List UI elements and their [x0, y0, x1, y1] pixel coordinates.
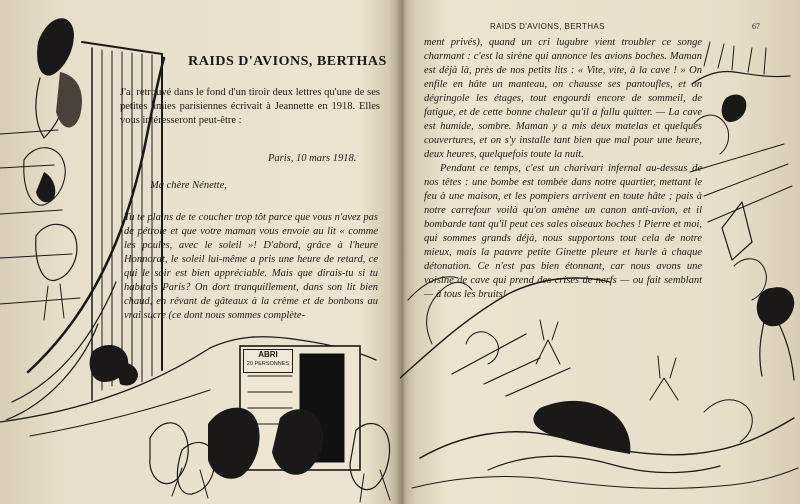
shelter-sign-line-2: 20 PERSONNES	[246, 361, 290, 367]
letter-salutation: Ma chère Nénette,	[150, 180, 227, 191]
shelter-sign-line-1: ABRI	[258, 350, 278, 359]
street-scene-illustration	[0, 320, 400, 504]
running-head: RAIDS D'AVIONS, BERTHAS	[490, 22, 605, 31]
letter-body-text: Tu te plains de te coucher trop tôt parce que vous n'avez pas de pétrole et que votre maman vous envoie au lit « comme les poules, avec le soleil »! D'abord, grâce à l'heure Honnorat, le soleil lui-même a pris une heure de retard, ce qui le soir est bien appréciable. Mais que dirais-tu si tu habitais Paris? On dort tranquillement, dans son lit bien chaud, en rêvant de gâteaux à la crème et de bonbons au vrai sucre (ce dont nous sommes complète-	[124, 212, 378, 321]
right-page	[400, 0, 800, 504]
page-number: 67	[752, 22, 760, 31]
right-page-text	[424, 36, 702, 302]
page-title: RAIDS D'AVIONS, BERTHAS	[188, 54, 387, 69]
intro-paragraph: J'ai retrouvé dans le fond d'un tiroir deux lettres qu'une de ses petites amies parisiennes écrivait à Jeannette en 1918. Elles vous intéresseront peut-être :	[120, 87, 380, 126]
letter-date: Paris, 10 mars 1918.	[268, 153, 357, 164]
shelter-sign	[243, 349, 293, 373]
right-paragraph-1: ment privés), quand un cri lugubre vient troubler ce songe charmant : c'est la sirène qui annonce les avions boches. Maman est déjà là, près de nos petits lits : « Vite, vite, à la cave ! » On enfile en hâte un manteau, on chausse ses pantoufles, et on dégringole les étages, tout engourdi encore de sommeil, de fatigue, et de cette bonne chaleur qu'il a fallu quitter. — La cave est humide, sombre. Maman y a mis deux matelas et quelques couvertures, et on s'y installe tant bien que mal pour une heure, deux heures, quelquefois toute la nuit.	[424, 37, 702, 160]
right-paragraph-2: Pendant ce temps, c'est un charivari infernal au-dessus de nos têtes : une bombe est tombée dans notre quartier, mettant le feu à une maison, et les pompiers arrivent en toute hâte ; pais à notre carrefour voilà qu'on amène un canon anti-avion, et il bombarde tant qu'il peut ces sales oiseaux boches ! Pierre et moi, qui sommes grands déjà, nous supportons tout cela de notre mieux, mais la pauvre petite Ginette pleure et hurle à chaque détonation. Ce n'est pas bien étonnant, car nous avons une voisine de cave qui prend des crises de nerfs — ou fait semblant — à tous les bruits!	[424, 163, 702, 300]
